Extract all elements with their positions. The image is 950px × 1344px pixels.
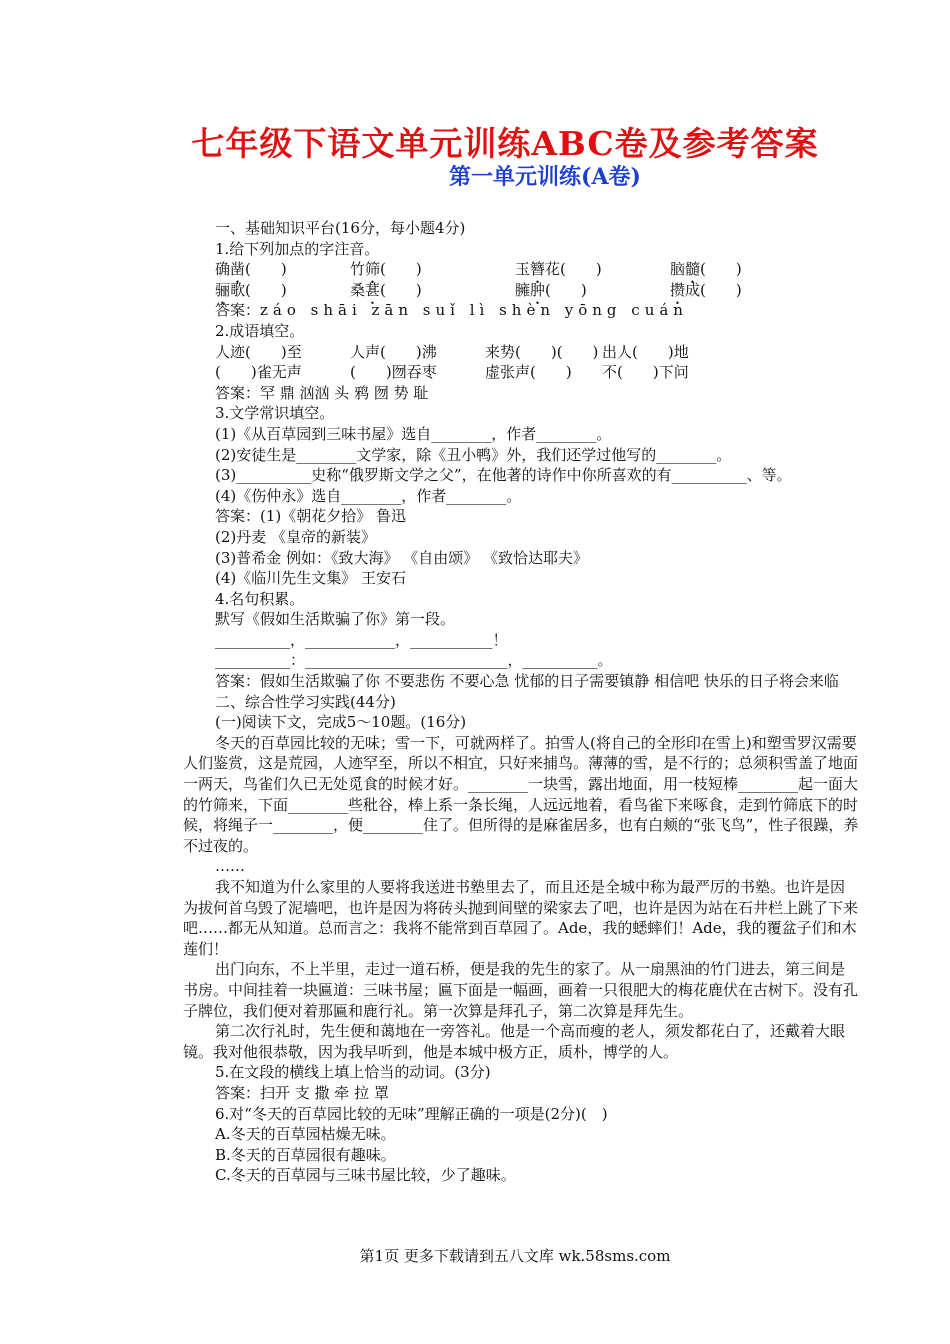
reading-paragraph: 我不知道为什么家里的人要将我送进书塾里去了，而且还是全城中称为最严厉的书塾。也许是因为拔何首乌毁了泥墙吧，也许是因为将砖头抛到间壁的梁家去了吧，也许是因为站在石井栏上跳了下来吧……都无从知道。总而言之：我将不能常到百草园了。Ade，我的蟋蟀们！Ade，我的覆盆子们和木莲们！ (183, 878, 859, 958)
q6-option: A.冬天的百草园枯燥无味。 (215, 1125, 396, 1144)
q4-answer: 答案：假如生活欺骗了你 不要悲伤 不要心急 忧郁的日子需要镇静 相信吧 快乐的日子将会来临 (215, 672, 839, 691)
q3-line: (2)安徒生是________文学家，除《丑小鸭》外，我们还学过他写的________。 (215, 445, 732, 464)
q1-item: 臃肿( ) (515, 280, 587, 299)
q5-prompt: 5.在文段的横线上填上恰当的动词。(3分) (215, 1063, 491, 1082)
document-subtitle: 第一单元训练(A卷) (449, 164, 641, 190)
q2-item: 人声( )沸 (350, 342, 437, 361)
reading-paragraph: 第二次行礼时，先生便和蔼地在一旁答礼。他是一个高而瘦的老人，须发都花白了，还戴着大眼镜。我对他很恭敬，因为我早听到，他是本城中极方正，质朴，博学的人。 (183, 1022, 846, 1061)
q1-row2 (183, 280, 859, 301)
document-body (183, 218, 859, 1186)
q6-option: C.冬天的百草园与三味书屋比较，少了趣味。 (215, 1166, 516, 1185)
q3-line: (1)《从百草园到三味书屋》选自________，作者________。 (215, 424, 612, 443)
q3-answer: 答案：(1)《朝花夕拾》 鲁迅 (215, 507, 407, 526)
q3-line: (4)《伤仲永》选自________，作者________。 (215, 486, 522, 505)
q6-prompt: 6.对“冬天的百草园比较的无味”理解正确的一项是(2分)( ) (215, 1104, 608, 1123)
q2-item: 来势( )( ) (485, 342, 599, 361)
q1-row1 (183, 259, 859, 280)
q3-line: (3)__________史称“俄罗斯文学之父”，在他著的诗作中你所喜欢的有__________、等。 (215, 466, 792, 485)
q2-item: 虚张声( ) (485, 363, 572, 382)
q3-answer: (2)丹麦 《皇帝的新装》 (215, 527, 377, 546)
q2-item: ( )雀无声 (215, 363, 302, 382)
q2-prompt: 2.成语填空。 (215, 321, 305, 340)
reading-paragraph: 出门向东，不上半里，走过一道石桥，便是我的先生的家了。从一扇黑油的竹门进去，第三间是书房。中间挂着一块匾道：三味书屋；匾下面是一幅画，画着一只很肥大的梅花鹿伏在古树下。没有孔子牌位，我们便对着那匾和鹿行礼。第一次算是拜孔子，第二次算是拜先生。 (183, 960, 859, 1020)
q4-prompt: 4.名句积累。 (215, 589, 305, 608)
reading-paragraph: 冬天的百草园比较的无味；雪一下，可就两样了。拍雪人(将自己的全形印在雪上)和塑雪罗汉需要人们鉴赏，这是荒园，人迹罕至，所以不相宜，只好来捕鸟。薄薄的雪，是不行的；总须积雪盖了地面一两天，鸟雀们久已无处觅食的时候才好。________一块雪，露出地面，用一枝短棒________起一面大的竹筛来，下面________些秕谷，棒上系一条长绳，人远远地着，看鸟雀下来啄食，走到竹筛底下的时候，将绳子一________，便________住了。但所得的是麻雀居多，也有白颊的“张飞鸟”，性子很躁，养不过夜的。 (183, 733, 859, 855)
q2-row2 (183, 362, 859, 383)
page-footer: 第1页 更多下载请到五八文库 wk.58sms.com (359, 1247, 671, 1265)
q2-item: 人迹( )至 (215, 342, 302, 361)
q1-item: 桑葚( ) (350, 280, 422, 299)
q2-item: 出人( )地 (602, 342, 689, 361)
q1-item: 竹筛( ) (350, 260, 422, 279)
q3-answer: (4)《临川先生文集》 王安石 (215, 569, 407, 588)
reading-intro: (一)阅读下文，完成5～10题。(16分) (215, 713, 467, 732)
q3-answer: (3)普希金 例如：《致大海》 《自由颂》 《致恰达耶夫》 (215, 548, 589, 567)
q1-item: 确凿( ) (215, 260, 287, 279)
section1-heading: 一、基础知识平台(16分，每小题4分) (215, 219, 466, 237)
section2-heading: 二、综合性学习实践(44分) (215, 692, 396, 711)
q4-blank-line: __________，____________，___________！ (215, 630, 508, 649)
q4-blank-line: __________：___________________________，__________。 (215, 651, 613, 670)
q3-prompt: 3.文学常识填空。 (215, 404, 335, 423)
q4-instruction: 默写《假如生活欺骗了你》第一段。 (215, 610, 456, 629)
q5-answer: 答案：扫开 支 撒 牵 拉 罩 (215, 1083, 389, 1102)
reading-ellipsis: …… (215, 857, 245, 876)
q2-item: ( )囫吞枣 (350, 363, 437, 382)
q1-item: 脑髓( ) (670, 260, 742, 279)
q1-answer: 答案：záo shāi zān suǐ lì shèn yōng cuán (215, 301, 688, 320)
q6-option: B.冬天的百草园很有趣味。 (215, 1145, 396, 1164)
q1-item: 骊歌( ) (215, 280, 287, 299)
q2-answer: 答案：罕 鼎 汹汹 头 鸦 囫 势 耻 (215, 383, 429, 402)
q1-item: 玉簪花( ) (515, 260, 602, 279)
q1-prompt: 1.给下列加点的字注音。 (215, 239, 380, 258)
q2-row1 (183, 342, 859, 363)
q1-item: 攒成( ) (670, 280, 742, 299)
document-title: 七年级下语文单元训练ABC卷及参考答案 (191, 124, 819, 163)
q2-item: 不( )下问 (602, 363, 689, 382)
